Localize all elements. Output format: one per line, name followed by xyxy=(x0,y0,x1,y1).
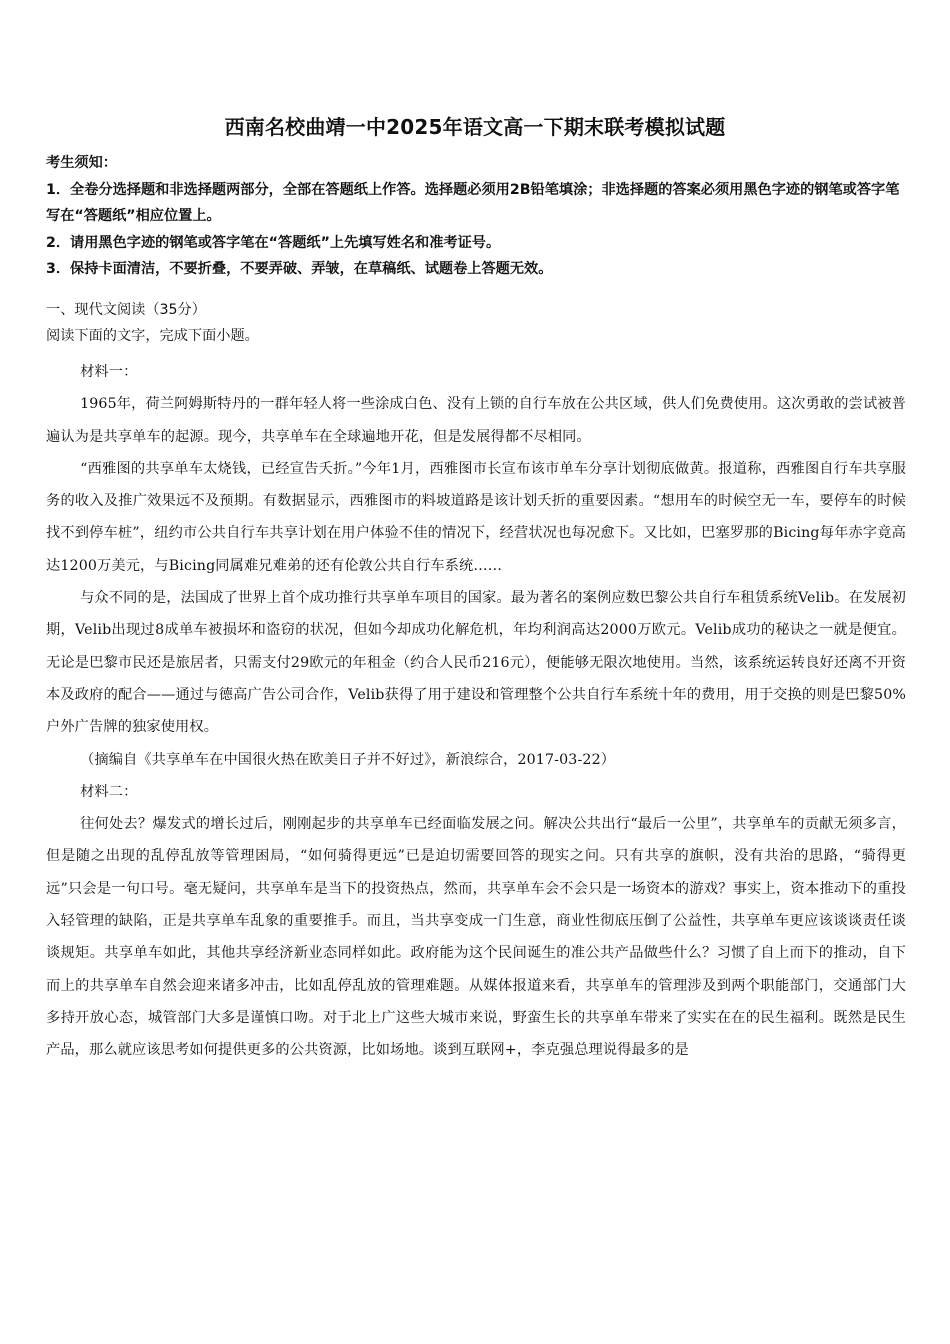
material-two-label: 材料二： xyxy=(80,783,138,800)
passage-paragraph: 与众不同的是，法国成了世界上首个成功推行共享单车项目的国家。最为著名的案例应数巴黎公共自行车租赁系统Velib。在发展初期，Velib出现过8成单车被损坏和盗窃的状况，但如今却成功化解危机，年均利润高达2000万欧元。Velib成功的秘诀之一就是便宜。无论是巴黎市民还是旅居者，只需支付29欧元的年租金（约合人民币216元），便能够无限次地使用。当然，该系统运转良好还离不开资本及政府的配合——通过与德高广告公司合作，Velib获得了用于建设和管理整个公共自行车系统十年的费用，用于交换的则是巴黎50%户外广告牌的独家使用权。 xyxy=(46,590,906,736)
notice-item: 2．请用黑色字迹的钢笔或答字笔在“答题纸”上先填写姓名和准考证号。 xyxy=(46,234,501,251)
notice-heading: 考生须知： xyxy=(46,155,117,171)
passage-paragraph: “西雅图的共享单车太烧钱，已经宣告夭折。”今年1月，西雅图市长宣布该市单车分享计划彻底做黄。报道称，西雅图自行车共享服务的收入及推广效果远不及预期。有数据显示，西雅图市的料坡道路是该计划夭折的重要因素。“想用车的时候空无一车，要停车的时候找不到停车桩”，纽约市公共自行车共享计划在用户体验不佳的情况下，经营状况也每况愈下。又比如，巴塞罗那的Bicing每年赤字竟高达1200万美元，与Bicing同属难兄难弟的还有伦敦公共自行车系统…… xyxy=(46,460,906,574)
notice-item: 3．保持卡面清洁，不要折叠，不要弄破、弄皱，在草稿纸、试题卷上答题无效。 xyxy=(46,261,553,277)
page-title: 西南名校曲靖一中2025年语文高一下期末联考模拟试题 xyxy=(224,115,726,139)
section-heading: 一、现代文阅读（35分） xyxy=(46,302,206,318)
section-instruction: 阅读下面的文字，完成下面小题。 xyxy=(46,328,259,344)
candidate-notice xyxy=(46,150,908,283)
notice-item: 1．全卷分选择题和非选择题两部分，全部在答题纸上作答。选择题必须用2B铅笔填涂；非选择题的答案必须用黑色字迹的钢笔或答字笔写在“答题纸”相应位置上。 xyxy=(46,181,900,224)
reading-section xyxy=(46,297,908,349)
material-one-label: 材料一： xyxy=(80,364,138,380)
passage-paragraph: 往何处去？爆发式的增长过后，刚刚起步的共享单车已经面临发展之问。解决公共出行“最后一公里”，共享单车的贡献无须多言，但是随之出现的乱停乱放等管理困局，“如何骑得更远”已是迫切需要回答的现实之问。只有共享的旗帜，没有共治的思路，“骑得更远”只会是一句口号。毫无疑问，共享单车是当下的投资热点，然而，共享单车会不会只是一场资本的游戏？事实上，资本推动下的重投入轻管理的缺陷，正是共享单车乱象的重要推手。而且，当共享变成一门生意，商业性彻底压倒了公益性，共享单车更应该谈谈责任谈谈规矩。共享单车如此，其他共享经济新业态同样如此。政府能为这个民间诞生的准公共产品做些什么？习惯了自上而下的推动，自下而上的共享单车自然会迎来诸多冲击，比如乱停乱放的管理难题。从媒体报道来看，共享单车的管理涉及到两个职能部门，交通部门大多持开放心态，城管部门大多是谨慎口吻。对于北上广这些大城市来说，野蛮生长的共享单车带来了实实在在的民生福利。既然是民生产品，那么就应该思考如何提供更多的公共资源，比如场地。谈到互联网+，李克强总理说得最多的是 xyxy=(46,816,906,1059)
source-citation: （摘编自《共享单车在中国很火热在欧美日子并不好过》，新浪综合，2017-03-22） xyxy=(80,751,616,768)
passage-paragraph: 1965年，荷兰阿姆斯特丹的一群年轻人将一些涂成白色、没有上锁的自行车放在公共区域，供人们免费使用。这次勇敢的尝试被普遍认为是共享单车的起源。现今，共享单车在全球遍地开花，但是发展得都不尽相同。 xyxy=(46,396,906,445)
reading-passage xyxy=(46,356,906,1067)
